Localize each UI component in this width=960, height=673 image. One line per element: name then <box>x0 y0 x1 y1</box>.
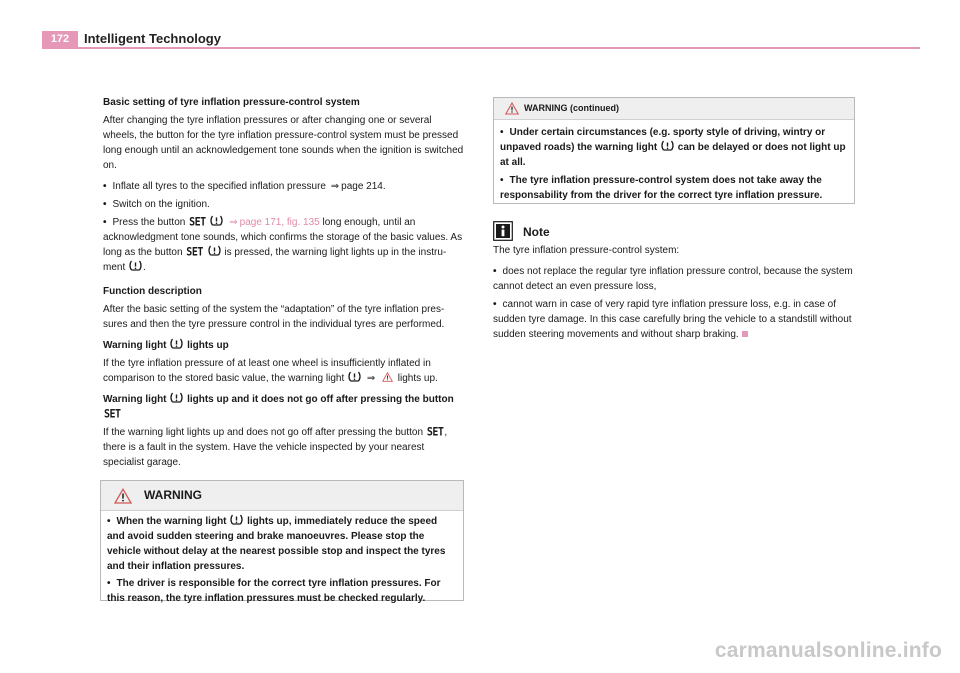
heading-warning-light: Warning light lights up <box>103 340 229 351</box>
list-item: • Press the button SET ⇒ page 171, fig. 135 long enough, until an acknowledgment tone sounds, which confirms the storage of the basic values. As long as the button SET is pressed, the warning light lights up in the instru-ment . <box>103 215 465 275</box>
warning-title: WARNING <box>144 488 202 502</box>
list-item: • When the warning light lights up, immediately reduce the speed and avoid sudden steering and brake manoeuvres. Please stop the vehicle without delay at the nearest possible stop and inspect the tyres and their inflation pressures. <box>107 516 446 572</box>
warning-continued-body <box>494 120 854 203</box>
arrow-icon: ⇒ <box>229 217 238 228</box>
tyre-pressure-icon <box>208 245 221 256</box>
list-item: • cannot warn in case of very rapid tyre inflation pressure loss, e.g. in case of sudden tyre damage. In this case carefully bring the vehicle to a standstill without sudden steering movements and without sharp braking. <box>493 299 852 340</box>
list-item: • The driver is responsible for the correct tyre inflation pressures. For this reason, the tyre inflation pressures must be checked regularly. <box>107 578 441 604</box>
warning-header <box>101 481 463 511</box>
note-section <box>493 221 855 345</box>
bullet-icon: • <box>107 578 111 589</box>
warning-triangle-icon <box>505 102 519 115</box>
warning-triangle-icon <box>382 372 393 382</box>
heading-function-description: Function description <box>103 286 202 297</box>
note-intro: The tyre inflation pressure-control system: <box>493 245 680 256</box>
tyre-pressure-icon <box>210 215 223 226</box>
warning-body <box>101 511 463 606</box>
page-title: Intelligent Technology <box>84 31 221 46</box>
list-item: • Inflate all tyres to the specified inflation pressure ⇒ page 214. <box>103 181 386 192</box>
set-key-icon: SET <box>186 246 203 259</box>
set-key-icon: SET <box>426 426 444 439</box>
arrow-icon: ⇒ <box>366 373 376 384</box>
tyre-pressure-icon <box>661 140 674 151</box>
tyre-pressure-icon <box>348 371 361 382</box>
para-warning-light-set: If the warning light lights up and does not go off after pressing the button SET, there is a fault in the system. Have the vehicle inspected by your nearest specialist garage. <box>103 425 465 470</box>
page-number: 172 <box>42 31 78 48</box>
tyre-pressure-icon <box>170 392 183 403</box>
para-function-description: After the basic setting of the system the “adaptation” of the tyre inflation pres-sures and then the tyre pressure control in the individual tyres are performed. <box>103 304 445 330</box>
page-reference-link[interactable]: page 171, fig. 135 <box>239 217 320 228</box>
bullet-icon: • <box>103 181 107 192</box>
bullet-icon: • <box>107 516 111 527</box>
note-header <box>493 221 855 243</box>
para-warning-light: If the tyre inflation pressure of at least one wheel is insufficiently inflated in comparison to the stored basic value, the warning light ⇒ lights up. <box>103 358 438 384</box>
arrow-icon: ⇒ <box>330 181 340 192</box>
page-reference: page 214. <box>341 181 386 192</box>
warning-box <box>100 480 464 604</box>
list-item: • Switch on the ignition. <box>103 199 210 210</box>
bullet-icon: • <box>493 266 497 277</box>
bullet-icon: • <box>500 175 504 186</box>
watermark: carmanualsonline.info <box>714 639 942 662</box>
list-item: • does not replace the regular tyre inflation pressure control, because the system cannot detect an even pressure loss, <box>493 266 853 292</box>
warning-continued-title: WARNING (continued) <box>524 103 619 113</box>
tyre-pressure-icon <box>170 338 183 349</box>
bullet-icon: • <box>493 299 497 310</box>
set-key-icon: SET <box>104 408 121 421</box>
list-item: • The tyre inflation pressure-control system does not take away the responsability from the driver for the correct tyre inflation pressure. <box>500 175 823 201</box>
warning-continued-box <box>493 97 855 204</box>
end-of-section-icon <box>742 331 748 337</box>
warning-continued-header <box>494 98 854 120</box>
list-item: • Under certain circumstances (e.g. sporty style of driving, wintry or unpaved roads) the warning light can be delayed or does not light up at all. <box>500 127 846 168</box>
note-title: Note <box>523 225 550 239</box>
warning-triangle-icon <box>114 488 132 504</box>
para-basic-setting: After changing the tyre inflation pressures or after changing one or several wheels, the button for the tyre inflation pressure-control system must be pressed long enough until an acknowledgement tone sounds when the ignition is switched on. <box>103 115 464 171</box>
heading-basic-setting: Basic setting of tyre inflation pressure-control system <box>103 97 360 108</box>
header-rule <box>42 47 920 49</box>
set-key-icon: SET <box>189 216 206 229</box>
tyre-pressure-icon <box>129 260 142 271</box>
left-column <box>103 95 465 476</box>
bullet-icon: • <box>103 199 107 210</box>
bullet-icon: • <box>500 127 504 138</box>
bullet-icon: • <box>103 217 107 228</box>
heading-warning-light-set: Warning light lights up and it does not go off after pressing the button SET <box>103 392 465 422</box>
note-icon <box>493 221 513 241</box>
tyre-pressure-icon <box>230 514 243 525</box>
